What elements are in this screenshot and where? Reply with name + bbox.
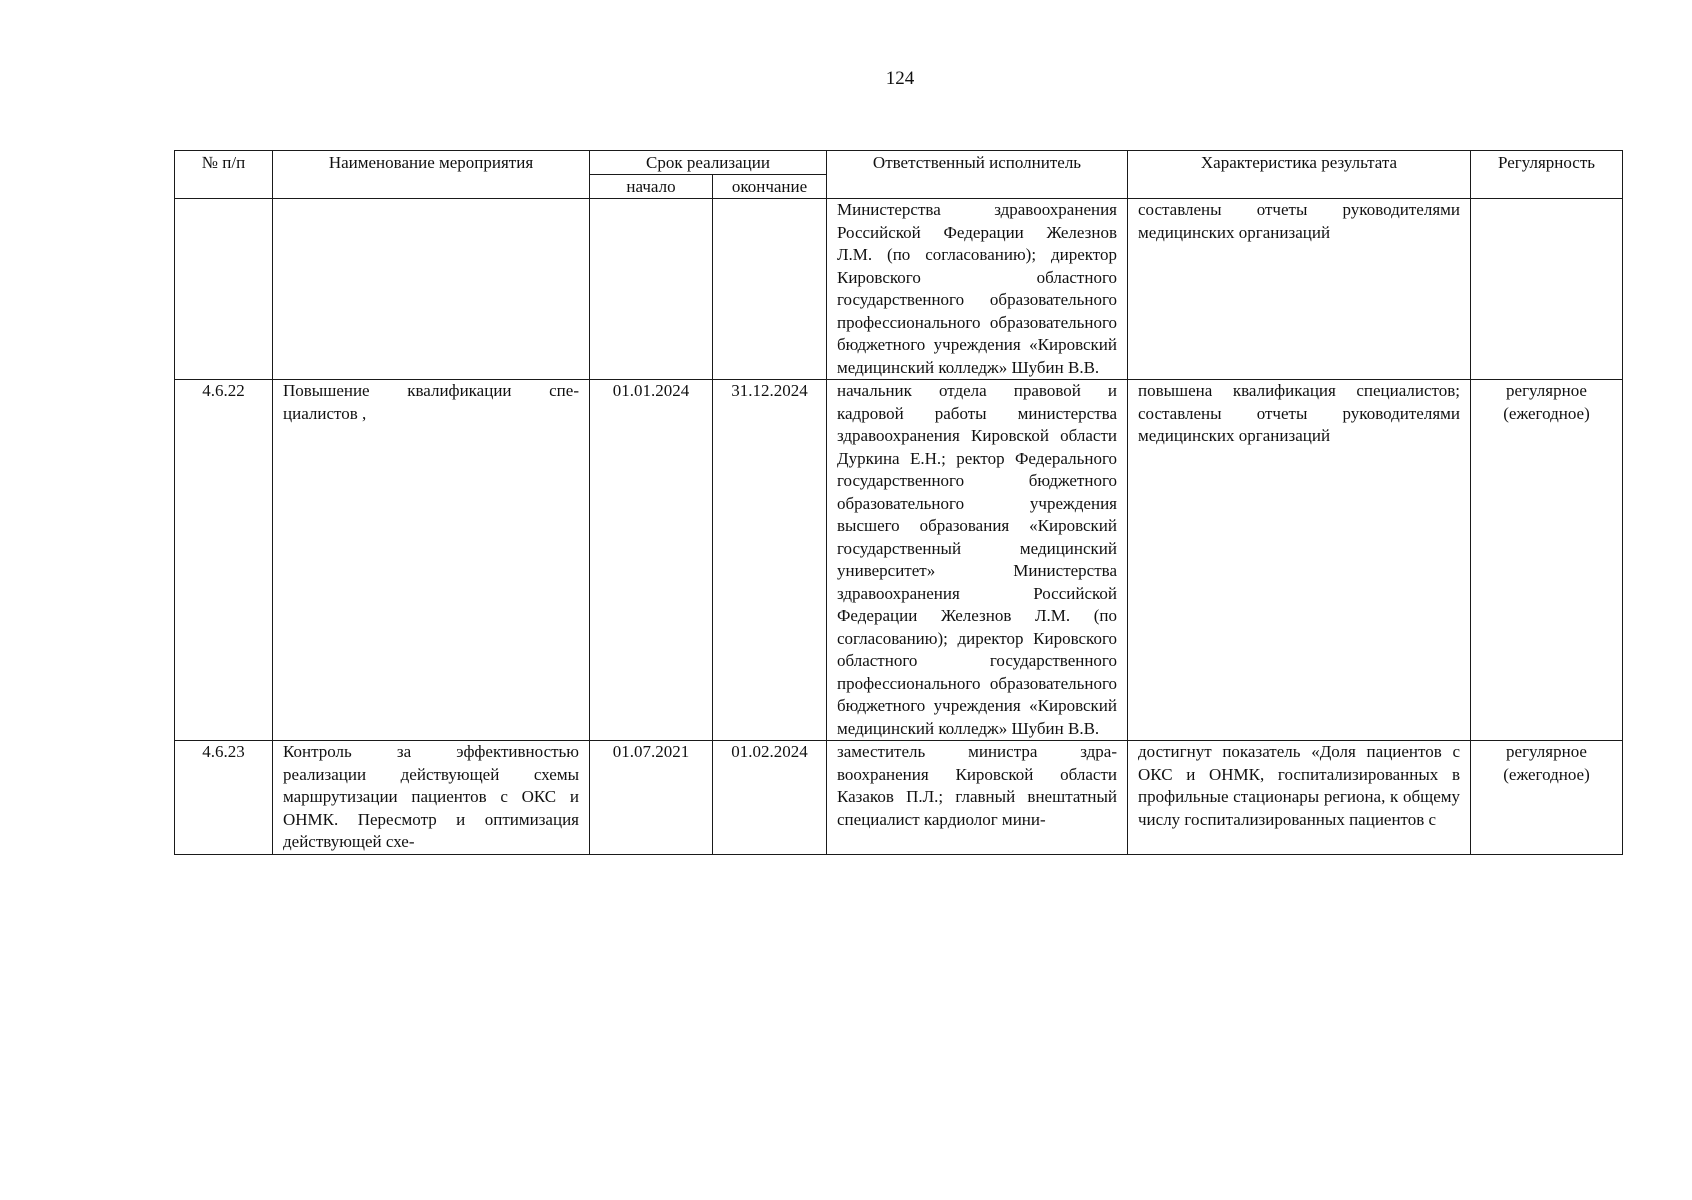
row-end-date: 31.12.2024 [713, 380, 827, 741]
header-start: начало [590, 175, 713, 199]
row-start-date: 01.07.2021 [590, 741, 713, 855]
row-result: составлены отчеты руководителями медицинских организаций [1128, 199, 1471, 380]
header-executor: Ответственный исполнитель [827, 151, 1128, 199]
header-regularity: Регулярность [1471, 151, 1623, 199]
row-number: 4.6.22 [175, 380, 273, 741]
row-start-date [590, 199, 713, 380]
row-measure-name: Контроль за эффективностью реализации действующей схемы маршрутизации пациентов с ОКС и ОНМК. Пересмотр и оптимизация действующей схе- [273, 741, 590, 855]
row-result: повышена квалификация специалистов; составлены отчеты руководителями медицинских организаций [1128, 380, 1471, 741]
row-result: достигнут показатель «Доля пациентов с ОКС и ОНМК, госпитализированных в профильные стационары региона, к общему числу госпитализированных пациентов с [1128, 741, 1471, 855]
table-row [175, 741, 1623, 855]
row-number [175, 199, 273, 380]
row-executor: Министерства здравоохранения Российской Федерации Железнов Л.М. (по согласованию); директор Кировского областного государственного образовательного профессионального образовательного бюджетного учреждения «Кировский медицинский колледж» Шубин В.В. [827, 199, 1128, 380]
table-row [175, 199, 1623, 380]
measures-table [174, 150, 1623, 855]
row-start-date: 01.01.2024 [590, 380, 713, 741]
row-regularity [1471, 199, 1623, 380]
header-row [175, 151, 1623, 175]
header-num: № п/п [175, 151, 273, 199]
row-executor: заместитель министра здравоохранения Кировской области Казаков П.Л.; главный внештатный специалист кардиолог мини- [827, 741, 1128, 855]
row-regularity: регулярное (ежегодное) [1471, 741, 1623, 855]
row-measure-name [273, 199, 590, 380]
row-end-date: 01.02.2024 [713, 741, 827, 855]
header-end: окончание [713, 175, 827, 199]
row-executor: начальник отдела правовой и кадровой работы министерства здравоохранения Кировской области Дуркина Е.Н.; ректор Федерального государственного бюджетного образовательного учреждения высшего образования «Кировский государственный медицинский университет» Министерства здравоохранения Российской Федерации Железнов Л.М. (по согласованию); директор Кировского областного государственного профессионального образовательного бюджетного учреждения «Кировский медицинский колледж» Шубин В.В. [827, 380, 1128, 741]
row-measure-name: Повышение квалификации специалистов , [273, 380, 590, 741]
page-number: 124 [885, 68, 915, 89]
header-name: Наименование мероприятия [273, 151, 590, 199]
table-row [175, 380, 1623, 741]
header-result: Характеристика результата [1128, 151, 1471, 199]
row-number: 4.6.23 [175, 741, 273, 855]
header-term: Срок реализации [590, 151, 827, 175]
row-end-date [713, 199, 827, 380]
row-regularity: регулярное (ежегодное) [1471, 380, 1623, 741]
